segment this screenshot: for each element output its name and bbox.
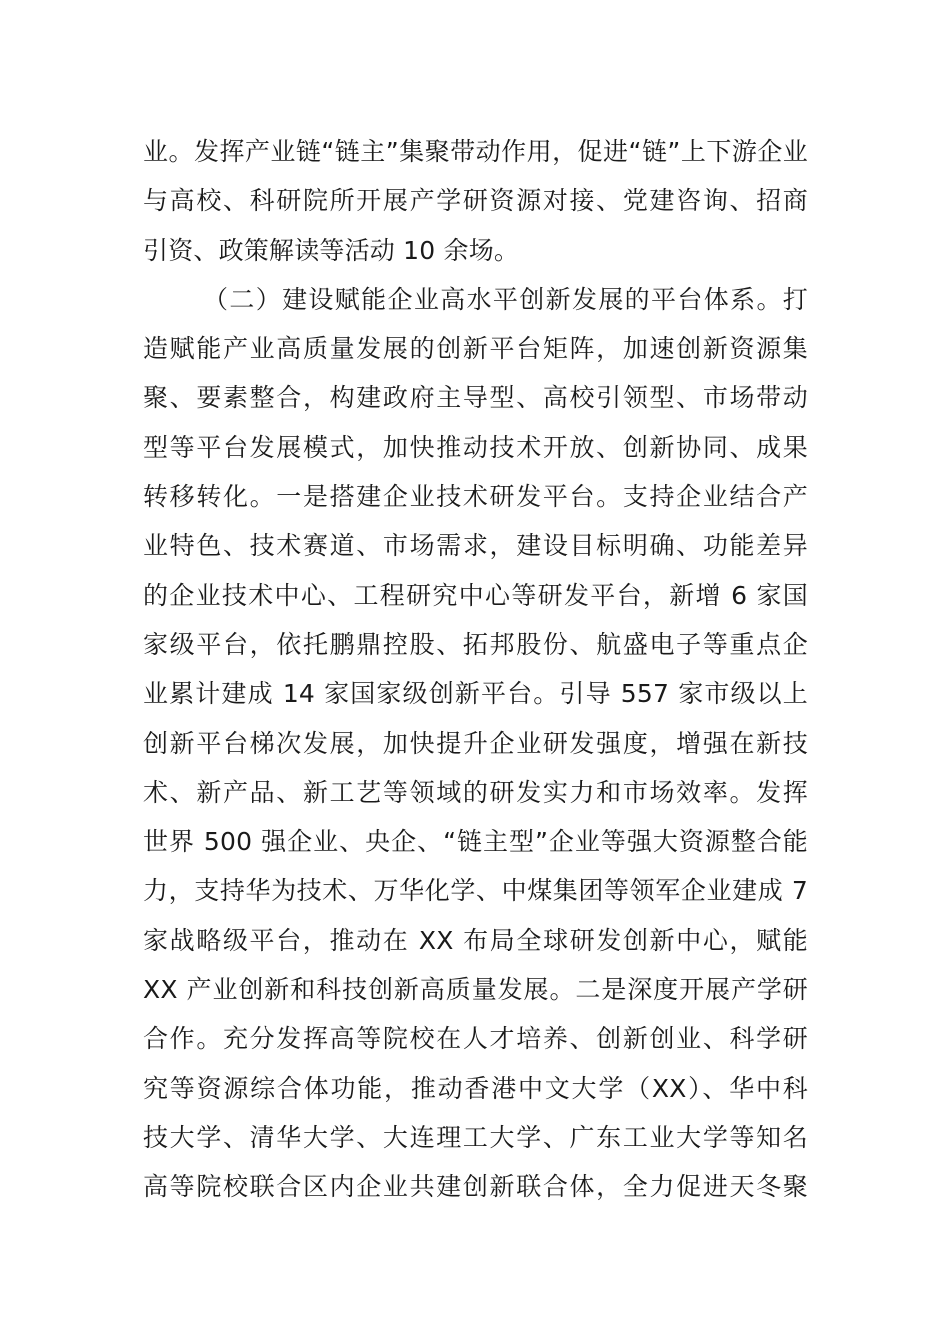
text-line: XX 产业创新和科技创新高质量发展。二是深度开展产学研: [143, 975, 808, 1005]
text-line: 型等平台发展模式，加快推动技术开放、创新协同、成果: [143, 432, 808, 462]
text-line: 引资、政策解读等活动 10 余场。: [143, 235, 520, 265]
text-line: 力，支持华为技术、万华化学、中煤集团等领军企业建成 7: [143, 876, 808, 906]
section-heading-line: （二）建设赋能企业高水平创新发展的平台体系。打: [203, 284, 808, 314]
text-line: 家战略级平台，推动在 XX 布局全球研发创新中心，赋能: [143, 925, 808, 955]
text-line: 业累计建成 14 家国家级创新平台。引导 557 家市级以上: [143, 679, 808, 709]
text-line: 创新平台梯次发展，加快提升企业研发强度，增强在新技: [143, 728, 808, 758]
text-line: 家级平台，依托鹏鼎控股、拓邦股份、航盛电子等重点企: [143, 629, 808, 659]
text-line: 技大学、清华大学、大连理工大学、广东工业大学等知名: [143, 1122, 808, 1152]
text-line: 业特色、技术赛道、市场需求，建设目标明确、功能差异: [143, 531, 808, 561]
text-line: 的企业技术中心、工程研究中心等研发平台，新增 6 家国: [143, 580, 808, 610]
document-body: [143, 127, 808, 1212]
text-line: 合作。充分发挥高等院校在人才培养、创新创业、科学研: [143, 1024, 808, 1054]
text-line: 高等院校联合区内企业共建创新联合体，全力促进天冬聚: [143, 1172, 808, 1202]
text-line: 术、新产品、新工艺等领域的研发实力和市场效率。发挥: [143, 777, 808, 807]
text-line: 与高校、科研院所开展产学研资源对接、党建咨询、招商: [143, 186, 808, 216]
text-line: 造赋能产业高质量发展的创新平台矩阵，加速创新资源集: [143, 334, 808, 364]
text-line: 世界 500 强企业、央企、“链主型”企业等强大资源整合能: [143, 827, 808, 857]
text-line: 聚、要素整合，构建政府主导型、高校引领型、市场带动: [143, 383, 808, 413]
text-line: 转移转化。一是搭建企业技术研发平台。支持企业结合产: [143, 482, 808, 512]
text-line: 究等资源综合体功能，推动香港中文大学（XX）、华中科: [143, 1073, 808, 1103]
text-line: 业。发挥产业链“链主”集聚带动作用，促进“链”上下游企业: [143, 137, 808, 166]
